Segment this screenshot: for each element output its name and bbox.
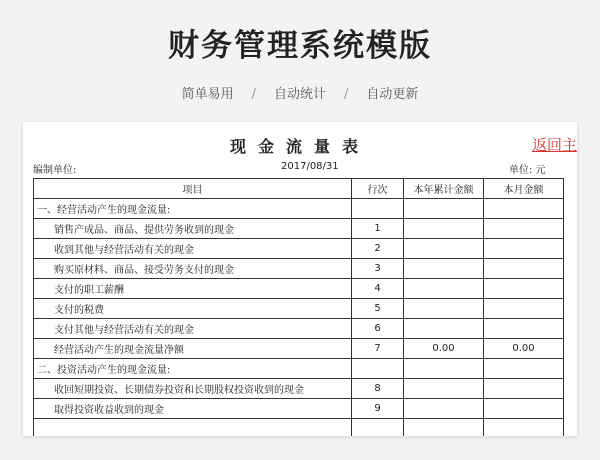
row-month-amount-cell[interactable]: 0.00 [484,339,564,359]
header-item: 项目 [34,179,352,199]
table-row [34,199,564,219]
header-month-amount: 本月金额 [484,179,564,199]
row-item-cell[interactable]: 经营活动产生的现金流量净额 [34,339,352,359]
back-to-main-link[interactable]: 返回主 [531,136,577,154]
header-line-no: 行次 [352,179,404,199]
tag-auto-stat: 自动统计 [273,87,326,102]
row-item-cell[interactable]: 一、经营活动产生的现金流量: [34,199,352,219]
row-month-amount-cell[interactable] [484,259,564,279]
row-month-amount-cell[interactable] [484,419,564,437]
row-month-amount-cell[interactable] [484,359,564,379]
table-row [34,359,564,379]
cash-flow-table [33,178,564,436]
table-row [34,219,564,239]
row-item-cell[interactable]: 二、投资活动产生的现金流量: [34,359,352,379]
row-month-amount-cell[interactable] [484,379,564,399]
table-row [34,259,564,279]
row-year-amount-cell[interactable]: 0.00 [404,339,484,359]
table-row [34,419,564,437]
tag-separator: / [344,87,349,102]
row-year-amount-cell[interactable] [404,419,484,437]
table-row [34,299,564,319]
row-item-cell[interactable] [34,419,352,437]
row-line-no-cell[interactable] [352,419,404,437]
row-line-no-cell[interactable]: 4 [352,279,404,299]
company-label: 编制单位: [33,165,77,176]
row-item-cell[interactable]: 收回短期投资、长期债券投资和长期股权投资收到的现金 [34,379,352,399]
feature-tags [0,83,600,102]
row-month-amount-cell[interactable] [484,239,564,259]
table-row [34,399,564,419]
row-line-no-cell[interactable] [352,359,404,379]
table-row [34,339,564,359]
table-row [34,379,564,399]
row-month-amount-cell[interactable] [484,299,564,319]
row-month-amount-cell[interactable] [484,199,564,219]
sheet-title: 现金流量表 [229,137,370,156]
row-line-no-cell[interactable] [352,199,404,219]
row-month-amount-cell[interactable] [484,279,564,299]
row-line-no-cell[interactable]: 2 [352,239,404,259]
row-item-cell[interactable]: 支付其他与经营活动有关的现金 [34,319,352,339]
row-line-no-cell[interactable]: 6 [352,319,404,339]
row-item-cell[interactable]: 销售产成品、商品、提供劳务收到的现金 [34,219,352,239]
row-year-amount-cell[interactable] [404,219,484,239]
row-year-amount-cell[interactable] [404,259,484,279]
row-month-amount-cell[interactable] [484,399,564,419]
row-year-amount-cell[interactable] [404,299,484,319]
header-year-amount: 本年累计金额 [404,179,484,199]
row-item-cell[interactable]: 支付的税费 [34,299,352,319]
row-item-cell[interactable]: 支付的职工薪酬 [34,279,352,299]
table-header-row [34,179,564,199]
row-year-amount-cell[interactable] [404,319,484,339]
row-year-amount-cell[interactable] [404,399,484,419]
row-year-amount-cell[interactable] [404,199,484,219]
tag-easy: 简单易用 [181,87,234,102]
table-row [34,239,564,259]
tag-separator: / [251,87,256,102]
row-line-no-cell[interactable]: 9 [352,399,404,419]
row-line-no-cell[interactable]: 1 [352,219,404,239]
row-item-cell[interactable]: 取得投资收益收到的现金 [34,399,352,419]
row-item-cell[interactable]: 收到其他与经营活动有关的现金 [34,239,352,259]
row-year-amount-cell[interactable] [404,359,484,379]
row-line-no-cell[interactable]: 5 [352,299,404,319]
spreadsheet [23,122,577,436]
unit-label: 单位: 元 [509,165,546,176]
row-year-amount-cell[interactable] [404,379,484,399]
row-year-amount-cell[interactable] [404,239,484,259]
row-month-amount-cell[interactable] [484,319,564,339]
row-item-cell[interactable]: 购买原材料、商品、接受劳务支付的现金 [34,259,352,279]
row-month-amount-cell[interactable] [484,219,564,239]
row-line-no-cell[interactable]: 7 [352,339,404,359]
report-date: 2017/08/31 [281,161,339,172]
row-year-amount-cell[interactable] [404,279,484,299]
page-title: 财务管理系统模版 [168,28,432,64]
tag-auto-update: 自动更新 [366,87,419,102]
table-row [34,319,564,339]
row-line-no-cell[interactable]: 8 [352,379,404,399]
table-row [34,279,564,299]
row-line-no-cell[interactable]: 3 [352,259,404,279]
